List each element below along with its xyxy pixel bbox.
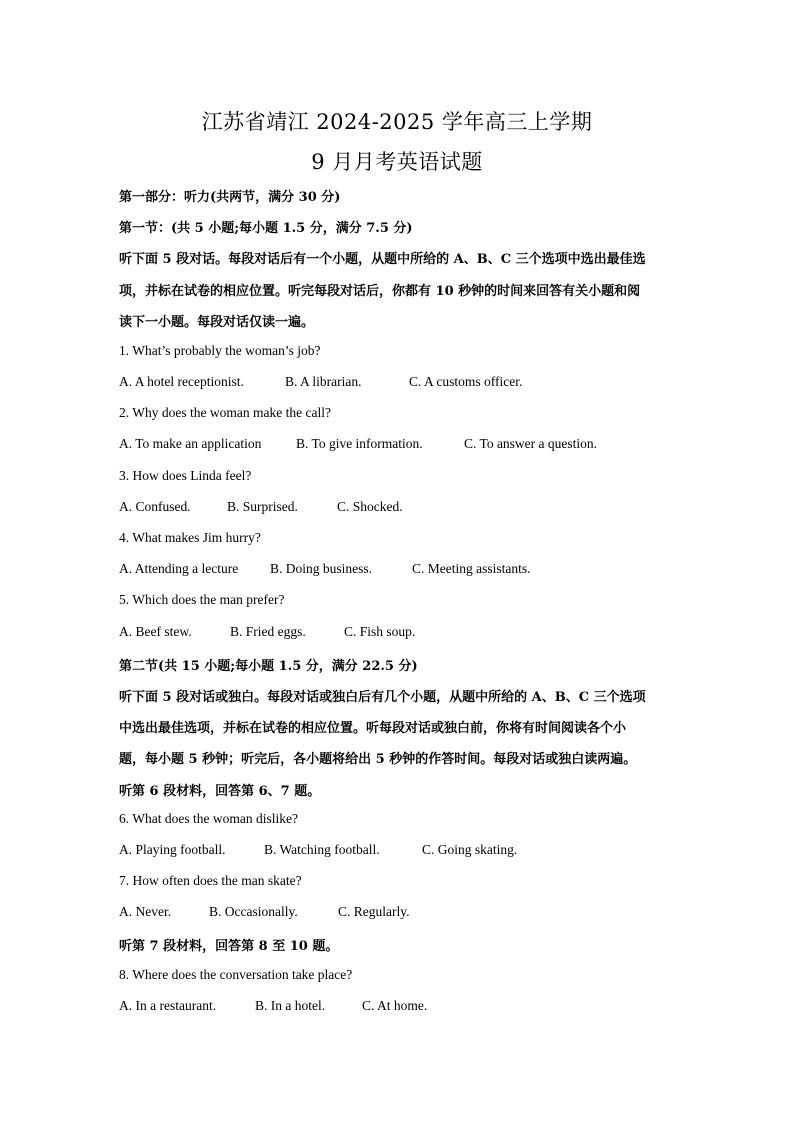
section1-instruction-line: 项，并标在试卷的相应位置。听完每段对话后，你都有 10 秒钟的时间来回答有关小题和阅 [119, 284, 641, 299]
q7-option-c: C. Regularly. [338, 904, 410, 919]
q6-option-b: B. Watching football. [264, 842, 380, 857]
q2-option-a: A. To make an application [119, 436, 262, 451]
section2-instruction-line: 中选出最佳选项，并标在试卷的相应位置。听每段对话或独白前，你将有时间阅读各个小 [119, 721, 627, 736]
section1-heading: 第一节：(共 5 小题;每小题 1.5 分，满分 7.5 分) [119, 221, 413, 236]
question-8: 8. Where does the conversation take place? [119, 967, 353, 982]
q5-option-b: B. Fried eggs. [230, 624, 306, 639]
q7-option-b: B. Occasionally. [209, 904, 298, 919]
q5-option-c: C. Fish soup. [344, 624, 416, 639]
section2-instruction-line: 题，每小题 5 秒钟；听完后，各小题将给出 5 秒钟的作答时间。每段对话或独白读两遍。 [119, 752, 637, 767]
q8-option-b: B. In a hotel. [255, 998, 326, 1013]
material-6-heading: 听第 6 段材料，回答第 6、7 题。 [119, 784, 321, 799]
section1-instruction-line: 读下一小题。每段对话仅读一遍。 [119, 315, 315, 330]
question-7: 7. How often does the man skate? [119, 873, 302, 888]
question-6: 6. What does the woman dislike? [119, 811, 298, 826]
q4-option-c: C. Meeting assistants. [412, 561, 531, 576]
q4-option-a: A. Attending a lecture [119, 561, 239, 576]
q2-option-c: C. To answer a question. [464, 436, 598, 451]
exam-title-line2: 9 月月考英语试题 [311, 150, 483, 174]
q8-option-c: C. At home. [362, 998, 428, 1013]
q3-option-b: B. Surprised. [227, 499, 298, 514]
q4-option-b: B. Doing business. [270, 561, 373, 576]
section1-instruction-line: 听下面 5 段对话。每段对话后有一个小题，从题中所给的 A、B、C 三个选项中选出最佳选 [119, 252, 646, 267]
q6-option-c: C. Going skating. [422, 842, 518, 857]
q2-option-b: B. To give information. [296, 436, 423, 451]
q5-option-a: A. Beef stew. [119, 624, 192, 639]
q1-option-b: B. A librarian. [285, 374, 362, 389]
q3-option-c: C. Shocked. [337, 499, 403, 514]
question-1: 1. What’s probably the woman’s job? [119, 343, 321, 358]
section2-heading: 第二节(共 15 小题;每小题 1.5 分，满分 22.5 分) [119, 659, 418, 674]
question-2: 2. Why does the woman make the call? [119, 405, 331, 420]
q6-option-a: A. Playing football. [119, 842, 226, 857]
q7-option-a: A. Never. [119, 904, 172, 919]
question-5: 5. Which does the man prefer? [119, 592, 285, 607]
section2-instruction-line: 听下面 5 段对话或独白。每段对话或独白后有几个小题，从题中所给的 A、B、C 三个选项 [119, 690, 646, 705]
part1-heading: 第一部分：听力(共两节，满分 30 分) [119, 190, 341, 205]
exam-title-line1: 江苏省靖江 2024-2025 学年高三上学期 [201, 110, 593, 134]
q8-option-a: A. In a restaurant. [119, 998, 217, 1013]
question-4: 4. What makes Jim hurry? [119, 530, 261, 545]
q1-option-c: C. A customs officer. [409, 374, 523, 389]
q1-option-a: A. A hotel receptionist. [119, 374, 244, 389]
q3-option-a: A. Confused. [119, 499, 191, 514]
question-3: 3. How does Linda feel? [119, 468, 252, 483]
material-7-heading: 听第 7 段材料，回答第 8 至 10 题。 [119, 939, 339, 954]
